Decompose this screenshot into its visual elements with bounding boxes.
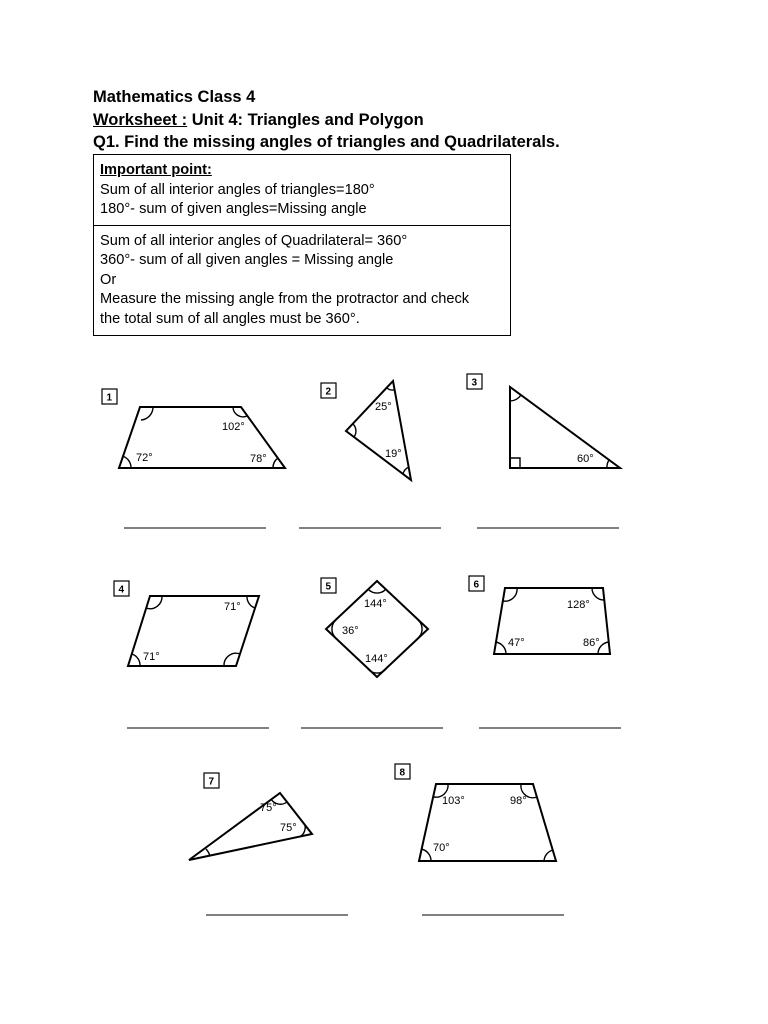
- angle-arc: [387, 388, 394, 390]
- angle-label: 47°: [508, 637, 525, 649]
- angle-arc: [368, 589, 386, 593]
- figure-4: [114, 581, 259, 666]
- angle-arc: [247, 596, 255, 608]
- angle-arc: [421, 849, 431, 861]
- figure-6: [469, 576, 610, 654]
- angle-label: 78°: [250, 453, 267, 465]
- angle-label: 36°: [342, 625, 359, 637]
- right-triangle-shape: [510, 387, 620, 468]
- figure-number: 7: [208, 776, 215, 788]
- quadrilateral-rule-line: the total sum of all angles must be 360°.: [100, 310, 360, 327]
- angle-arc: [368, 669, 386, 673]
- figure-number: 1: [106, 392, 113, 404]
- question-title: Q1. Find the missing angles of triangles and Quadrilaterals.: [93, 133, 560, 151]
- angle-arc: [607, 460, 609, 468]
- angle-label: 98°: [510, 795, 527, 807]
- angle-label: 71°: [143, 651, 160, 663]
- right-angle-mark: [510, 458, 520, 468]
- angle-label: 25°: [375, 401, 392, 413]
- angle-label: 144°: [364, 598, 387, 610]
- angle-label: 128°: [567, 599, 590, 611]
- angle-label: 103°: [442, 795, 465, 807]
- figure-8: [395, 764, 556, 861]
- figure-number: 6: [473, 579, 480, 591]
- angle-arc: [301, 825, 305, 836]
- angle-arc: [544, 850, 553, 861]
- angle-label: 71°: [224, 601, 241, 613]
- class-title: Mathematics Class 4: [93, 88, 256, 106]
- angle-arc: [510, 395, 521, 401]
- angle-arc: [353, 424, 356, 437]
- quadrilateral-rule-line: 360°- sum of all given angles = Missing angle: [100, 252, 394, 268]
- figure-number: 5: [325, 581, 332, 593]
- important-point-heading: Important point:: [100, 162, 212, 178]
- angle-arc: [273, 458, 278, 468]
- angle-label: 144°: [365, 653, 388, 665]
- angle-label: 19°: [385, 448, 402, 460]
- angle-arc: [598, 642, 609, 654]
- angle-label: 102°: [222, 421, 245, 433]
- angle-label: 60°: [577, 453, 594, 465]
- quadrilateral-rule-line: Or: [100, 271, 117, 288]
- figure-number: 3: [471, 377, 478, 389]
- figure-7: [189, 773, 312, 860]
- quadrilateral-rule-line: Sum of all interior angles of Quadrilateral= 360°: [100, 232, 408, 249]
- triangle-rule-line: 180°- sum of given angles=Missing angle: [100, 201, 367, 217]
- angle-arc: [206, 849, 210, 856]
- figure-3: [467, 374, 620, 468]
- angle-arc: [141, 407, 153, 420]
- worksheet-label: Worksheet :: [93, 110, 188, 129]
- angle-arc: [132, 654, 140, 666]
- figure-2: [321, 381, 411, 480]
- angle-label: 75°: [280, 822, 297, 834]
- quadrilateral-rule-line: Measure the missing angle from the protractor and check: [100, 291, 470, 307]
- triangle-rule-line: Sum of all interior angles of triangles=180°: [100, 181, 375, 198]
- figure-number: 2: [325, 386, 332, 398]
- figure-number: 4: [118, 584, 125, 596]
- angle-label: 70°: [433, 842, 450, 854]
- figure-1: [102, 389, 285, 468]
- angle-label: 72°: [136, 452, 153, 464]
- angle-label: 75°: [260, 802, 277, 814]
- figure-5: [321, 578, 428, 677]
- angle-arc: [403, 467, 409, 474]
- figure-number: 8: [399, 767, 406, 779]
- worksheet-unit: Unit 4: Triangles and Polygon: [187, 110, 424, 129]
- angle-label: 86°: [583, 637, 600, 649]
